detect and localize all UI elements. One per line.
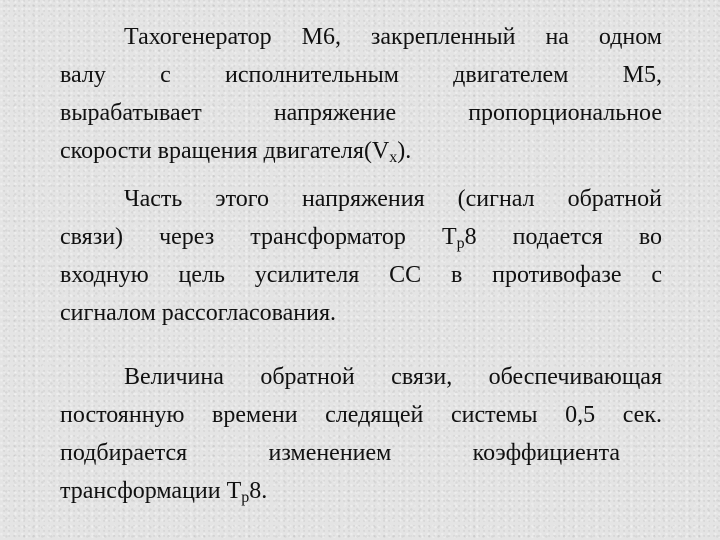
- paragraph-3-line-4-text: трансформации Т: [60, 478, 242, 504]
- paragraph-2-line-2-text: связи) через трансформатор Т: [60, 224, 457, 250]
- paragraph-1-line-3: вырабатывает напряжение пропорциональное: [60, 100, 662, 126]
- paragraph-1-line-1: Тахогенератор М6, закрепленный на одном: [124, 24, 662, 50]
- paragraph-3-line-3: подбирается изменением коэффициента: [60, 440, 620, 466]
- paragraph-3-line-4-end: 8.: [249, 478, 268, 504]
- slide-text: [60, 18, 662, 510]
- paragraph-1-line-4-end: ).: [397, 138, 412, 164]
- paragraph-1-line-4-text: скорости вращения двигателя(V: [60, 138, 390, 164]
- paragraph-3-line-4: [60, 472, 662, 510]
- paragraph-feedback-magnitude: [60, 358, 662, 510]
- paragraph-feedback-signal: [60, 180, 662, 332]
- paragraph-2-line-2-end: 8 подается во: [464, 224, 663, 250]
- velocity-subscript: x: [389, 149, 398, 166]
- paragraph-3-line-1: Величина обратной связи, обеспечивающая: [124, 364, 662, 390]
- paragraph-1-line-4: [60, 132, 662, 170]
- paragraph-2-line-4: сигналом рассогласования.: [60, 300, 337, 326]
- paragraph-2-line-2: [60, 218, 662, 256]
- paragraph-2-line-1: Часть этого напряжения (сигнал обратной: [124, 186, 662, 212]
- paragraph-tachogenerator: [60, 18, 662, 170]
- transformer-subscript: р: [456, 235, 465, 252]
- paragraph-1-line-2: валу с исполнительным двигателем М5,: [60, 62, 662, 88]
- paragraph-3-line-2: постоянную времени следящей системы 0,5 сек.: [60, 402, 662, 428]
- transformer-subscript: р: [241, 489, 250, 506]
- paragraph-2-line-3: входную цель усилителя СС в противофазе с: [60, 262, 662, 288]
